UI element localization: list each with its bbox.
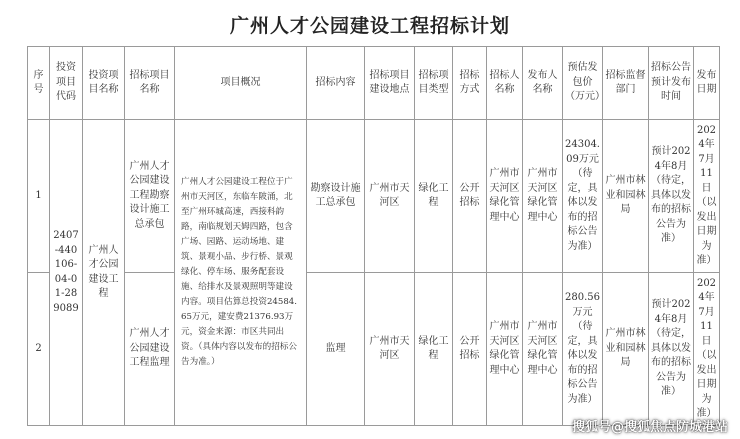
header-type: 招标项目类型 <box>415 47 453 120</box>
cell-publish-date: 2024年7月11日（以发出日期为准） <box>694 120 720 273</box>
cell-publisher: 广州市天河区绿化管理中心 <box>523 273 563 426</box>
header-method: 招标方式 <box>453 47 487 120</box>
header-content: 招标内容 <box>307 47 365 120</box>
cell-announce-time: 预计2024年8月（待定，具体以发布的招标公告为准） <box>649 120 694 273</box>
cell-supervisor: 广州市林业和园林局 <box>603 273 649 426</box>
cell-tenderer: 广州市天河区绿化管理中心 <box>487 120 523 273</box>
header-tender-name: 招标项目名称 <box>125 47 175 120</box>
cell-price: 24304.09万元（待定，具体以发布的招标公告为准） <box>563 120 603 273</box>
cell-seq: 2 <box>28 273 50 426</box>
cell-tenderer: 广州市天河区绿化管理中心 <box>487 273 523 426</box>
cell-type: 绿化工程 <box>415 273 453 426</box>
cell-content: 勘察设计施工总承包 <box>307 120 365 273</box>
header-supervisor: 招标监督部门 <box>603 47 649 120</box>
cell-tender-name: 广州人才公园建设工程勘察设计施工总承包 <box>125 120 175 273</box>
table-header-row <box>28 47 720 120</box>
table-row <box>28 273 720 426</box>
cell-seq: 1 <box>28 120 50 273</box>
cell-tender-name: 广州人才公园建设工程监理 <box>125 273 175 426</box>
header-location: 招标项目建设地点 <box>365 47 415 120</box>
cell-announce-time: 预计2024年8月（待定，具体以发布的招标公告为准） <box>649 273 694 426</box>
page-title: 广州人才公园建设工程招标计划 <box>229 15 510 37</box>
header-overview: 项目概况 <box>175 47 307 120</box>
header-announce-time: 招标公告预计发布时间 <box>649 47 694 120</box>
header-tenderer: 招标人名称 <box>487 47 523 120</box>
cell-location: 广州市天河区 <box>365 120 415 273</box>
header-seq: 序号 <box>28 47 50 120</box>
header-price: 预估发包价（万元） <box>563 47 603 120</box>
cell-location: 广州市天河区 <box>365 273 415 426</box>
cell-type: 绿化工程 <box>415 120 453 273</box>
cell-method: 公开招标 <box>453 273 487 426</box>
watermark: 搜狐号@搜狐焦点防城港站 <box>571 420 728 435</box>
header-publish-date: 发布日期 <box>694 47 720 120</box>
header-code: 投资项目代码 <box>50 47 83 120</box>
header-project-name: 投资项目名称 <box>83 47 125 120</box>
cell-price: 280.56万元（待定，具体以发布的招标公告为准） <box>563 273 603 426</box>
header-publisher: 发布人名称 <box>523 47 563 120</box>
cell-code: 2407-440106-04-01-289089 <box>50 120 83 426</box>
cell-project-name: 广州人才公园建设工程 <box>83 120 125 426</box>
tender-plan-table <box>27 46 720 426</box>
cell-method: 公开招标 <box>453 120 487 273</box>
cell-publisher: 广州市天河区绿化管理中心 <box>523 120 563 273</box>
cell-publish-date: 2024年7月11日（以发出日期为准） <box>694 273 720 426</box>
cell-content: 监理 <box>307 273 365 426</box>
cell-overview: 广州人才公园建设工程位于广州市天河区，东临车陂涌，北至广州环城高速，西接科韵路，南临规划天姆四路，包含广场、园路、运动场地、建筑、景观小品、步行桥、景观绿化、停车场、服务配套设施、给排水及景观照明等建设内容。项目估算总投资24584.65万元，建安费21376.93万元，资金来源：市区共同出资。（具体内容以发布的招标公告为准。） <box>175 120 307 426</box>
table-row <box>28 120 720 273</box>
cell-supervisor: 广州市林业和园林局 <box>603 120 649 273</box>
